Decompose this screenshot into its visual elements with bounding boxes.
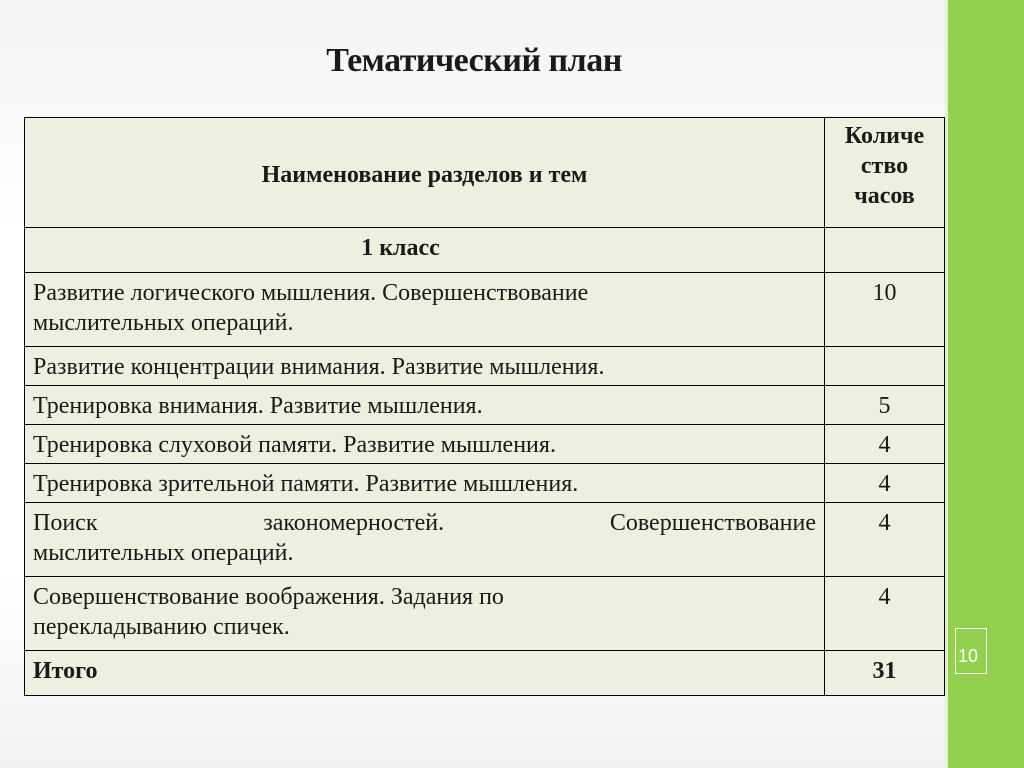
class-hours-cell (825, 228, 945, 273)
topic-cell: Тренировка зрительной памяти. Развитие мышления. (25, 464, 825, 503)
class-label: 1 класс (361, 235, 440, 261)
table-row (25, 503, 945, 577)
topic-cell (25, 577, 825, 651)
topic-cell (25, 273, 825, 347)
hours-cell: 4 (825, 425, 945, 464)
slide-title: Тематический план (326, 42, 622, 79)
total-row (25, 651, 945, 696)
topic-line: перекладыванию спичек. (33, 614, 290, 640)
hours-cell: 10 (825, 273, 945, 347)
topic-line: мыслительных операций. (33, 310, 294, 336)
table-row (25, 425, 945, 464)
table-header-row (25, 118, 945, 228)
header-hours-line: ство (860, 153, 909, 179)
table-row (25, 386, 945, 425)
header-hours (825, 118, 945, 228)
hours-cell: 4 (825, 577, 945, 651)
topic-cell: Тренировка слуховой памяти. Развитие мышления. (25, 425, 825, 464)
hours-cell: 4 (825, 464, 945, 503)
topic-line: мыслительных операций. (33, 540, 294, 566)
topic-line: Развитие логического мышления. Совершенствование (33, 280, 589, 306)
topic-cell: Тренировка внимания. Развитие мышления. (25, 386, 825, 425)
total-hours: 31 (825, 651, 945, 696)
hours-cell: 5 (825, 386, 945, 425)
table-row (25, 464, 945, 503)
table-row (25, 347, 945, 386)
table-row (25, 273, 945, 347)
thematic-plan-table (24, 117, 945, 696)
hours-cell: 4 (825, 503, 945, 577)
page-number: 10 (958, 646, 979, 666)
class-label-cell (25, 228, 825, 273)
total-label: Итого (25, 651, 825, 696)
table-row (25, 577, 945, 651)
topic-cell (25, 503, 825, 577)
header-hours-line: часов (854, 183, 915, 209)
topic-line: Совершенствование воображения. Задания по (33, 584, 504, 610)
header-topic: Наименование разделов и тем (25, 118, 825, 228)
topic-line: Поиск закономерностей. Совершенствование (33, 510, 816, 536)
header-hours-line: Количе (844, 123, 925, 149)
class-row (25, 228, 945, 273)
hours-cell (825, 347, 945, 386)
topic-cell: Развитие концентрации внимания. Развитие мышления. (25, 347, 825, 386)
